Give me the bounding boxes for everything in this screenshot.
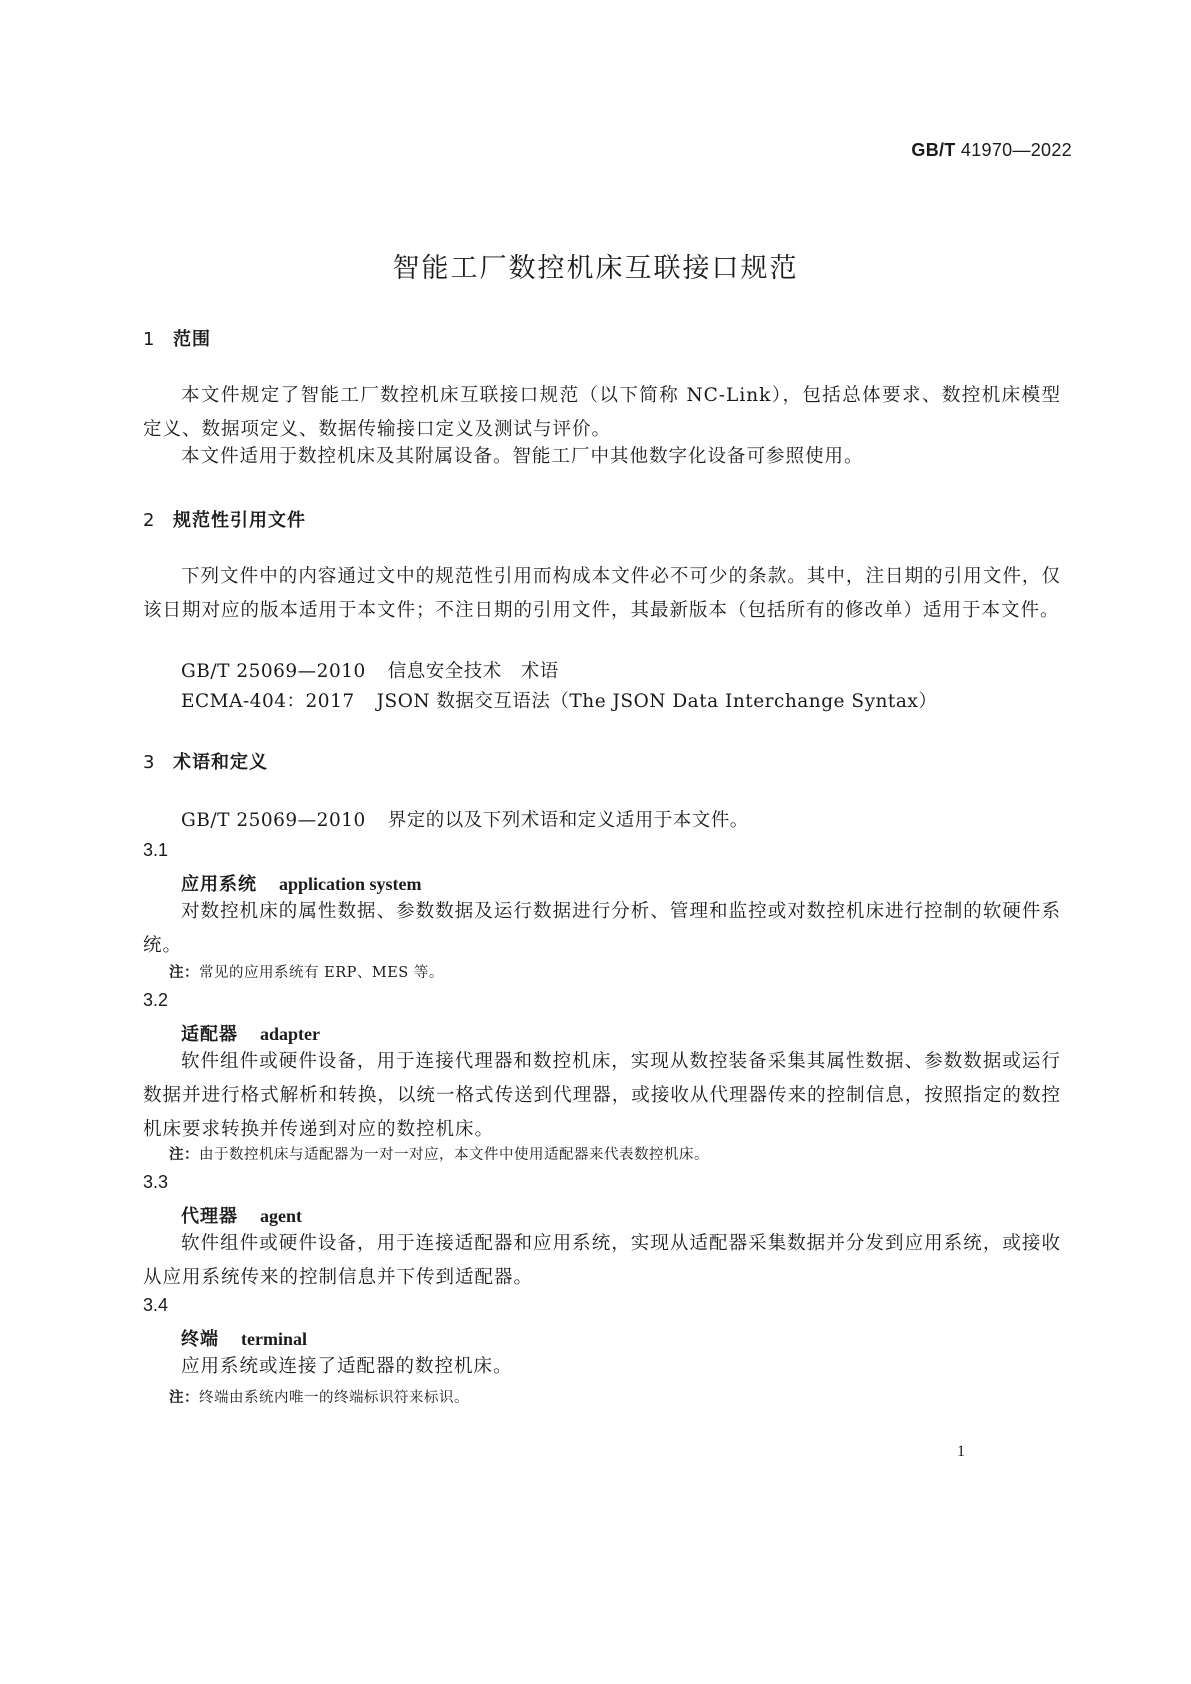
note-text: 终端由系统内唯一的终端标识符来标识。 xyxy=(199,1390,469,1406)
section-number: 3 xyxy=(143,752,156,773)
normative-paragraph: 下列文件中的内容通过文中的规范性引用而构成本文件必不可少的条款。其中，注日期的引用文件，仅该日期对应的版本适用于本文件；不注日期的引用文件，其最新版本（包括所有的修改单）适用于本文件。 xyxy=(143,566,1061,621)
term-note xyxy=(169,961,444,982)
term-number: 3.1 xyxy=(143,840,169,860)
reference-item xyxy=(181,657,559,683)
reference-code: ECMA-404：2017 xyxy=(181,691,355,712)
note-label: 注： xyxy=(169,1147,199,1163)
reference-code: GB/T 25069—2010 xyxy=(181,661,366,682)
note-label: 注： xyxy=(169,1390,199,1406)
term-zh: 代理器 xyxy=(181,1206,238,1227)
terms-intro xyxy=(181,806,749,832)
term-note xyxy=(169,1143,709,1164)
term-zh: 应用系统 xyxy=(181,874,257,895)
term-number: 3.3 xyxy=(143,1172,169,1192)
document-title: 智能工厂数控机床互联接口规范 xyxy=(392,253,799,284)
standard-code xyxy=(911,140,1072,161)
term-title xyxy=(181,1202,302,1228)
term-title xyxy=(181,870,422,896)
section-number: 1 xyxy=(143,329,156,350)
section-heading-scope xyxy=(143,325,211,351)
term-definition: 软件组件或硬件设备，用于连接代理器和数控机床，实现从数控装备采集其属性数据、参数数据或运行数据并进行格式解析和转换，以统一格式传送到代理器，或接收从代理器传来的控制信息，按照指定的数控机床要求转换并传递到对应的数控机床。 xyxy=(143,1051,1061,1140)
section-heading-normative-references xyxy=(143,506,306,532)
reference-name: 信息安全技术 术语 xyxy=(387,661,559,682)
scope-paragraph-1: 本文件规定了智能工厂数控机床互联接口规范（以下简称 NC-Link），包括总体要求、数控机床模型定义、数据项定义、数据传输接口定义及测试与评价。 xyxy=(143,385,1061,440)
scope-paragraph-2: 本文件适用于数控机床及其附属设备。智能工厂中其他数字化设备可参照使用。 xyxy=(181,446,864,467)
term-definition: 应用系统或连接了适配器的数控机床。 xyxy=(181,1356,513,1377)
terms-intro-code: GB/T 25069—2010 xyxy=(181,810,366,831)
term-zh: 适配器 xyxy=(181,1024,238,1045)
term-en: adapter xyxy=(260,1024,320,1044)
standard-code-prefix: GB/T xyxy=(911,140,956,160)
term-note xyxy=(169,1386,469,1407)
term-zh: 终端 xyxy=(181,1329,219,1350)
term-number: 3.4 xyxy=(143,1295,169,1315)
note-text: 常见的应用系统有 ERP、MES 等。 xyxy=(199,965,444,981)
section-heading-terms-definitions xyxy=(143,748,268,774)
reference-item xyxy=(181,687,937,713)
section-title: 范围 xyxy=(173,329,211,350)
reference-name: JSON 数据交互语法（The JSON Data Interchange Syntax） xyxy=(376,691,938,712)
section-number: 2 xyxy=(143,510,156,531)
term-en: agent xyxy=(260,1206,302,1226)
section-title: 术语和定义 xyxy=(173,752,268,773)
term-en: application system xyxy=(279,874,422,894)
note-text: 由于数控机床与适配器为一对一对应，本文件中使用适配器来代表数控机床。 xyxy=(199,1147,709,1163)
term-title xyxy=(181,1020,320,1046)
term-number: 3.2 xyxy=(143,990,169,1010)
term-definition: 对数控机床的属性数据、参数数据及运行数据进行分析、管理和监控或对数控机床进行控制的软硬件系统。 xyxy=(143,901,1061,956)
note-label: 注： xyxy=(169,965,199,981)
terms-intro-text: 界定的以及下列术语和定义适用于本文件。 xyxy=(387,810,749,831)
term-en: terminal xyxy=(241,1329,307,1349)
section-title: 规范性引用文件 xyxy=(173,510,306,531)
standard-code-number: 41970—2022 xyxy=(955,140,1072,160)
term-title xyxy=(181,1325,307,1351)
term-definition: 软件组件或硬件设备，用于连接适配器和应用系统，实现从适配器采集数据并分发到应用系统，或接收从应用系统传来的控制信息并下传到适配器。 xyxy=(143,1233,1061,1288)
page-number: 1 xyxy=(957,1443,965,1460)
